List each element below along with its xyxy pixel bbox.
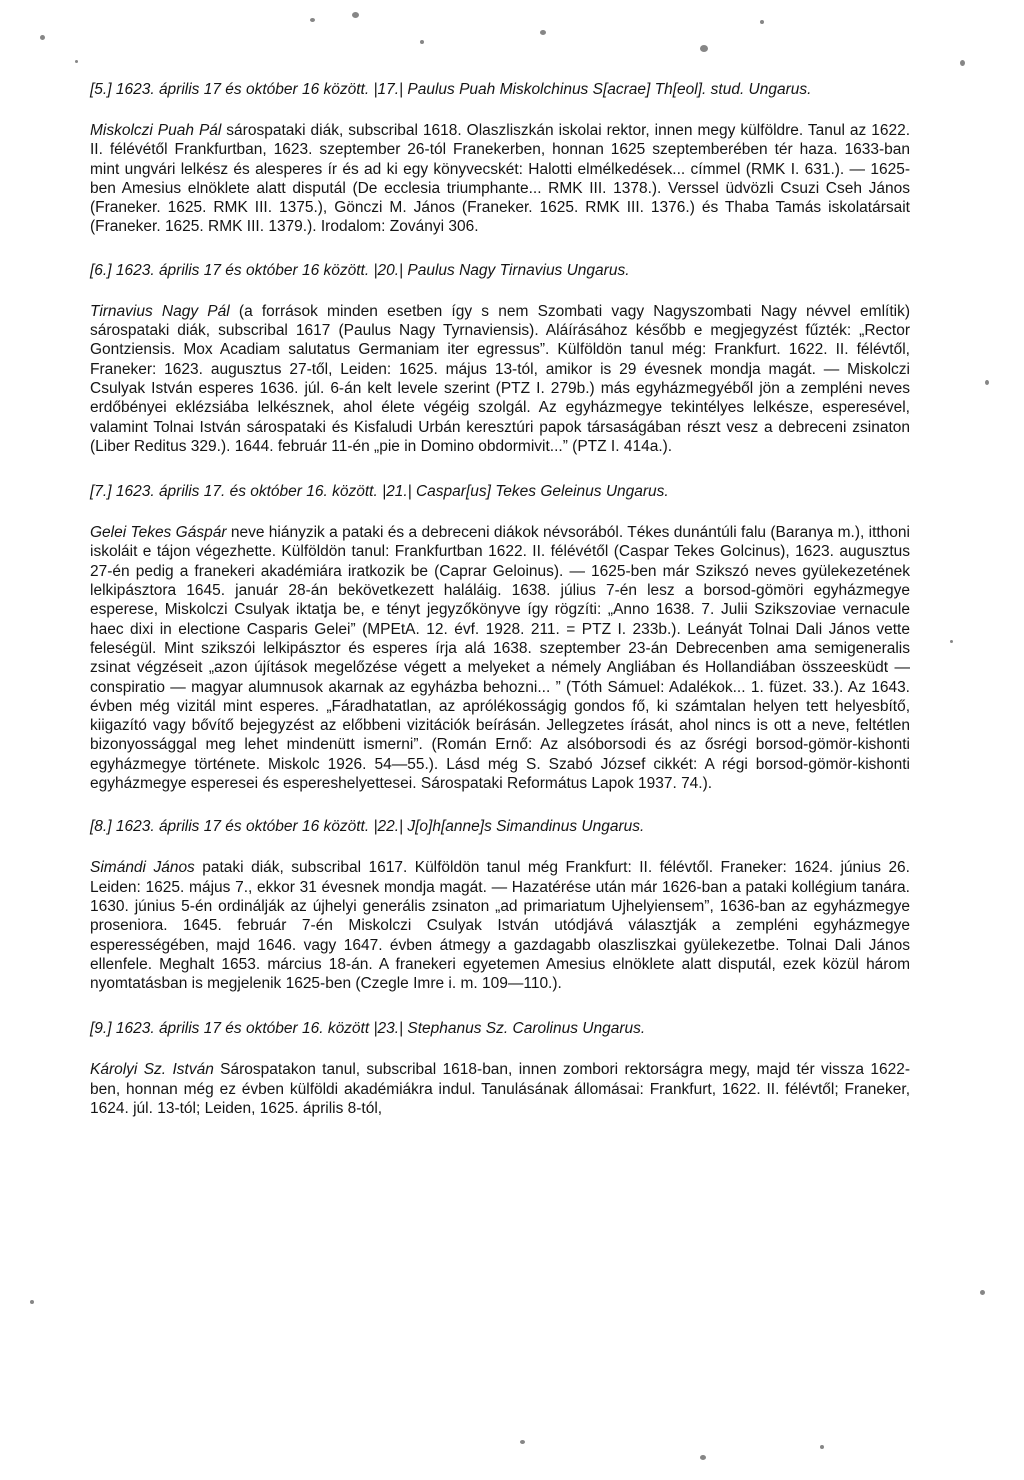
entry-6 [90,261,910,456]
entry-heading: [8.] 1623. április 17 és október 16 között. |22.| J[o]h[anne]s Simandinus Ungarus. [90,818,645,836]
entry-heading: [6.] 1623. április 17 és október 16 között. |20.| Paulus Nagy Tirnavius Ungarus. [90,261,630,279]
entry-text: sárospataki diák, subscribal 1618. Olaszliszkán iskolai rektor, innen megy külföldre. Tanul az 1622. II. félévétől Frankfurtban, 1623. szeptember 26-tól Franekerben, honnan 1625 szeptemberében tér haza. 1633-ban mint ungvári lelkész és alesperes ír és ad ki egy könyvecskét: Halotti elmélkedések... címmel (RMK I. 631.). — 1625-ben Amesius elnöklete alatt disputál (De ecclesia triumphante... RMK III. 1378.). Verssel üdvözli Csuzi Cseh János (Franeker. 1625. RMK III. 1375.), Gönczi M. János (Franeker. 1625. RMK III. 1376.) és Thaba Tamás iskolatársait (Franeker. 1625. RMK III. 1379.). Irodalom: Zoványi 306. [90,122,910,236]
entry-text: Sárospatakon tanul, subscribal 1618-ban, innen zombori rektorságra megy, majd tér vissza 1622-ben, honnan még ez évben külföldi akadémiákra indul. Tanulásának állomásai: Frankfurt, 1622. II. félévtől; Franeker, 1624. júl. 13-tól; Leiden, 1625. április 8-tól, [90,1061,910,1117]
entry-8 [90,817,910,993]
entry-7 [90,482,910,793]
entry-body [90,523,910,793]
entry-heading: [5.] 1623. április 17 és október 16 között. |17.| Paulus Puah Miskolchinus S[acrae] Th[eol]. stud. Ungarus. [90,81,812,98]
entry-body [90,302,910,456]
entry-text: pataki diák, subscribal 1617. Külföldön tanul még Frankfurt: II. félévtől. Franeker: 1624. június 26. Leiden: 1625. május 7., ekkor 31 évesnek mondja magát. — Hazatérése után már 1626-ban a pataki kollégium tanára. 1630. június 5-én ordinálják az újhelyi generális zsinaton „ad primariatum Ujhelyiensem”, 1636-ban az egyházmegye proseniora. 1645. február 7-én Miskolczi Csulyak István utódjává választják a zempléni egyházmegye esperességében, majd 1646. vagy 1647. évben átmegy a gazdagabb olaszliszkai gyülekezetbe. Tolnai Dali János ellenfele. Meghalt 1653. március 18-án. A franekeri egyetemen Amesius elnöklete alatt disputál, ezek közül három nyomtatásban is megjelenik 1625-ben (Czegle Imre i. m. 109—110.). [90,859,910,993]
entry-lead-name: Simándi János [90,859,195,877]
entry-heading: [9.] 1623. április 17 és október 16. között |23.| Stephanus Sz. Carolinus Ungarus. [90,1020,646,1038]
entry-body [90,1060,910,1118]
entry-lead-name: Tirnavius Nagy Pál [90,302,230,320]
entry-lead-name: Gelei Tekes Gáspár [90,524,227,542]
entry-text: neve hiányzik a pataki és a debreceni diákok névsorából. Tékes dunántúli falu (Baranya m.), itthoni iskoláit e tájon végezhette. Külföldön tanul: Frankfurtban 1622. II. félévétől (Caspar Tekes Golcinus), 1623. augusztus 27-én pedig a franekeri akadémiára iratkozik be (Caprar Geloinus). — 1625-ben már Szikszó neves gyülekezetének lelkipásztora 1645. január 28-án bekövetkezett haláláig. 1638. július 7-én lesz a borsod-gömöri egyházmegye esperese, Miskolczi Csulyak iktatja be, e tényt jegyzőkönyve így rögzíti: „Anno 1638. 7. Julii Szikszoviae vernacule haec dixi in electione Casparis Gelei” (MPEtA. 12. évf. 1928. 211. = PTZ I. 233b.). Leányát Tolnai Dali János vette feleségül. Mint szikszói lelkipásztor és esperes írja alá 1638. szeptember 23-án Debrecenben ama semigeneralis zsinat végzéseit „azon újítások megelőzése végett a melyeket a némely Angliában és Hollandiában összeesküdt — conspiratio — magyar alumnusok akarnak az egyházba behozni... ” (Tóth Sámuel: Adalékok... 1. füzet. 33.). Az 1643. évben még vizitál mint esperes. „Fáradhatatlan, az aprólékosságig gondos fő, ki számtalan helyen tett helyesbítő, kiigazító vagy bővítő bejegyzést az előbbeni vizitációk beírásán. Jellegzetes írását, ahol nincs is ott a neve, feltétlen bizonyossággal meg lehet mindenütt ismerni”. (Román Ernő: Az alsóborsodi és az ősrégi borsod-gömör-kishonti egyházmegye története. Miskolc 1926. 54—55.). Lásd még S. Szabó József cikkét: A régi borsod-gömör-kishonti egyházmegye esperesei és espereshelyettesei. Sárospataki Református Lapok 1937. 74.). [90,524,910,793]
entry-text: (a források minden esetben így s nem Szombati vagy Nagyszombati Nagy névvel említik) sárospataki diák, subscribal 1617 (Paulus Nagy Tyrnaviensis). Aláírásához később e megjegyzést fűzték: „Rector Gontziensis. Mox Acadiam salutatus Germaniam iter egressus”. Külföldön tanul még: Frankfurt. 1622. II. félévtől, Franeker: 1623. augusztus 27-től, Leiden: 1625. május 13-tól, amikor is 29 évesnek mondja magát. — Miskolczi Csulyak István esperes 1636. júl. 6-án kelt levele szerint (PTZ I. 279b.) más egyházmegyéből jön a zempléni neves erdőbényei eklézsiába lelkésznek, ahol élete végéig szolgál. Az egyházmegye tekintélyes lelkésze, esperesével, valamint Tolnai István sárospataki és Kisfaludi Urbán keresztúri papok társaságában részt vesz a debreceni zsinaton (Liber Reditus 329.). 1644. február 11-én „pie in Domino obdormivit...” (PTZ I. 414a.). [90,302,910,455]
entry-body [90,121,910,237]
entry-body [90,858,910,993]
document-page [90,80,910,1118]
entry-lead-name: Károlyi Sz. István [90,1061,214,1079]
entry-9 [90,1019,910,1118]
entry-5 [90,80,910,237]
entry-lead-name: Miskolczi Puah Pál [90,122,222,139]
entry-heading: [7.] 1623. április 17. és október 16. között. |21.| Caspar[us] Tekes Geleinus Ungarus. [90,483,669,501]
